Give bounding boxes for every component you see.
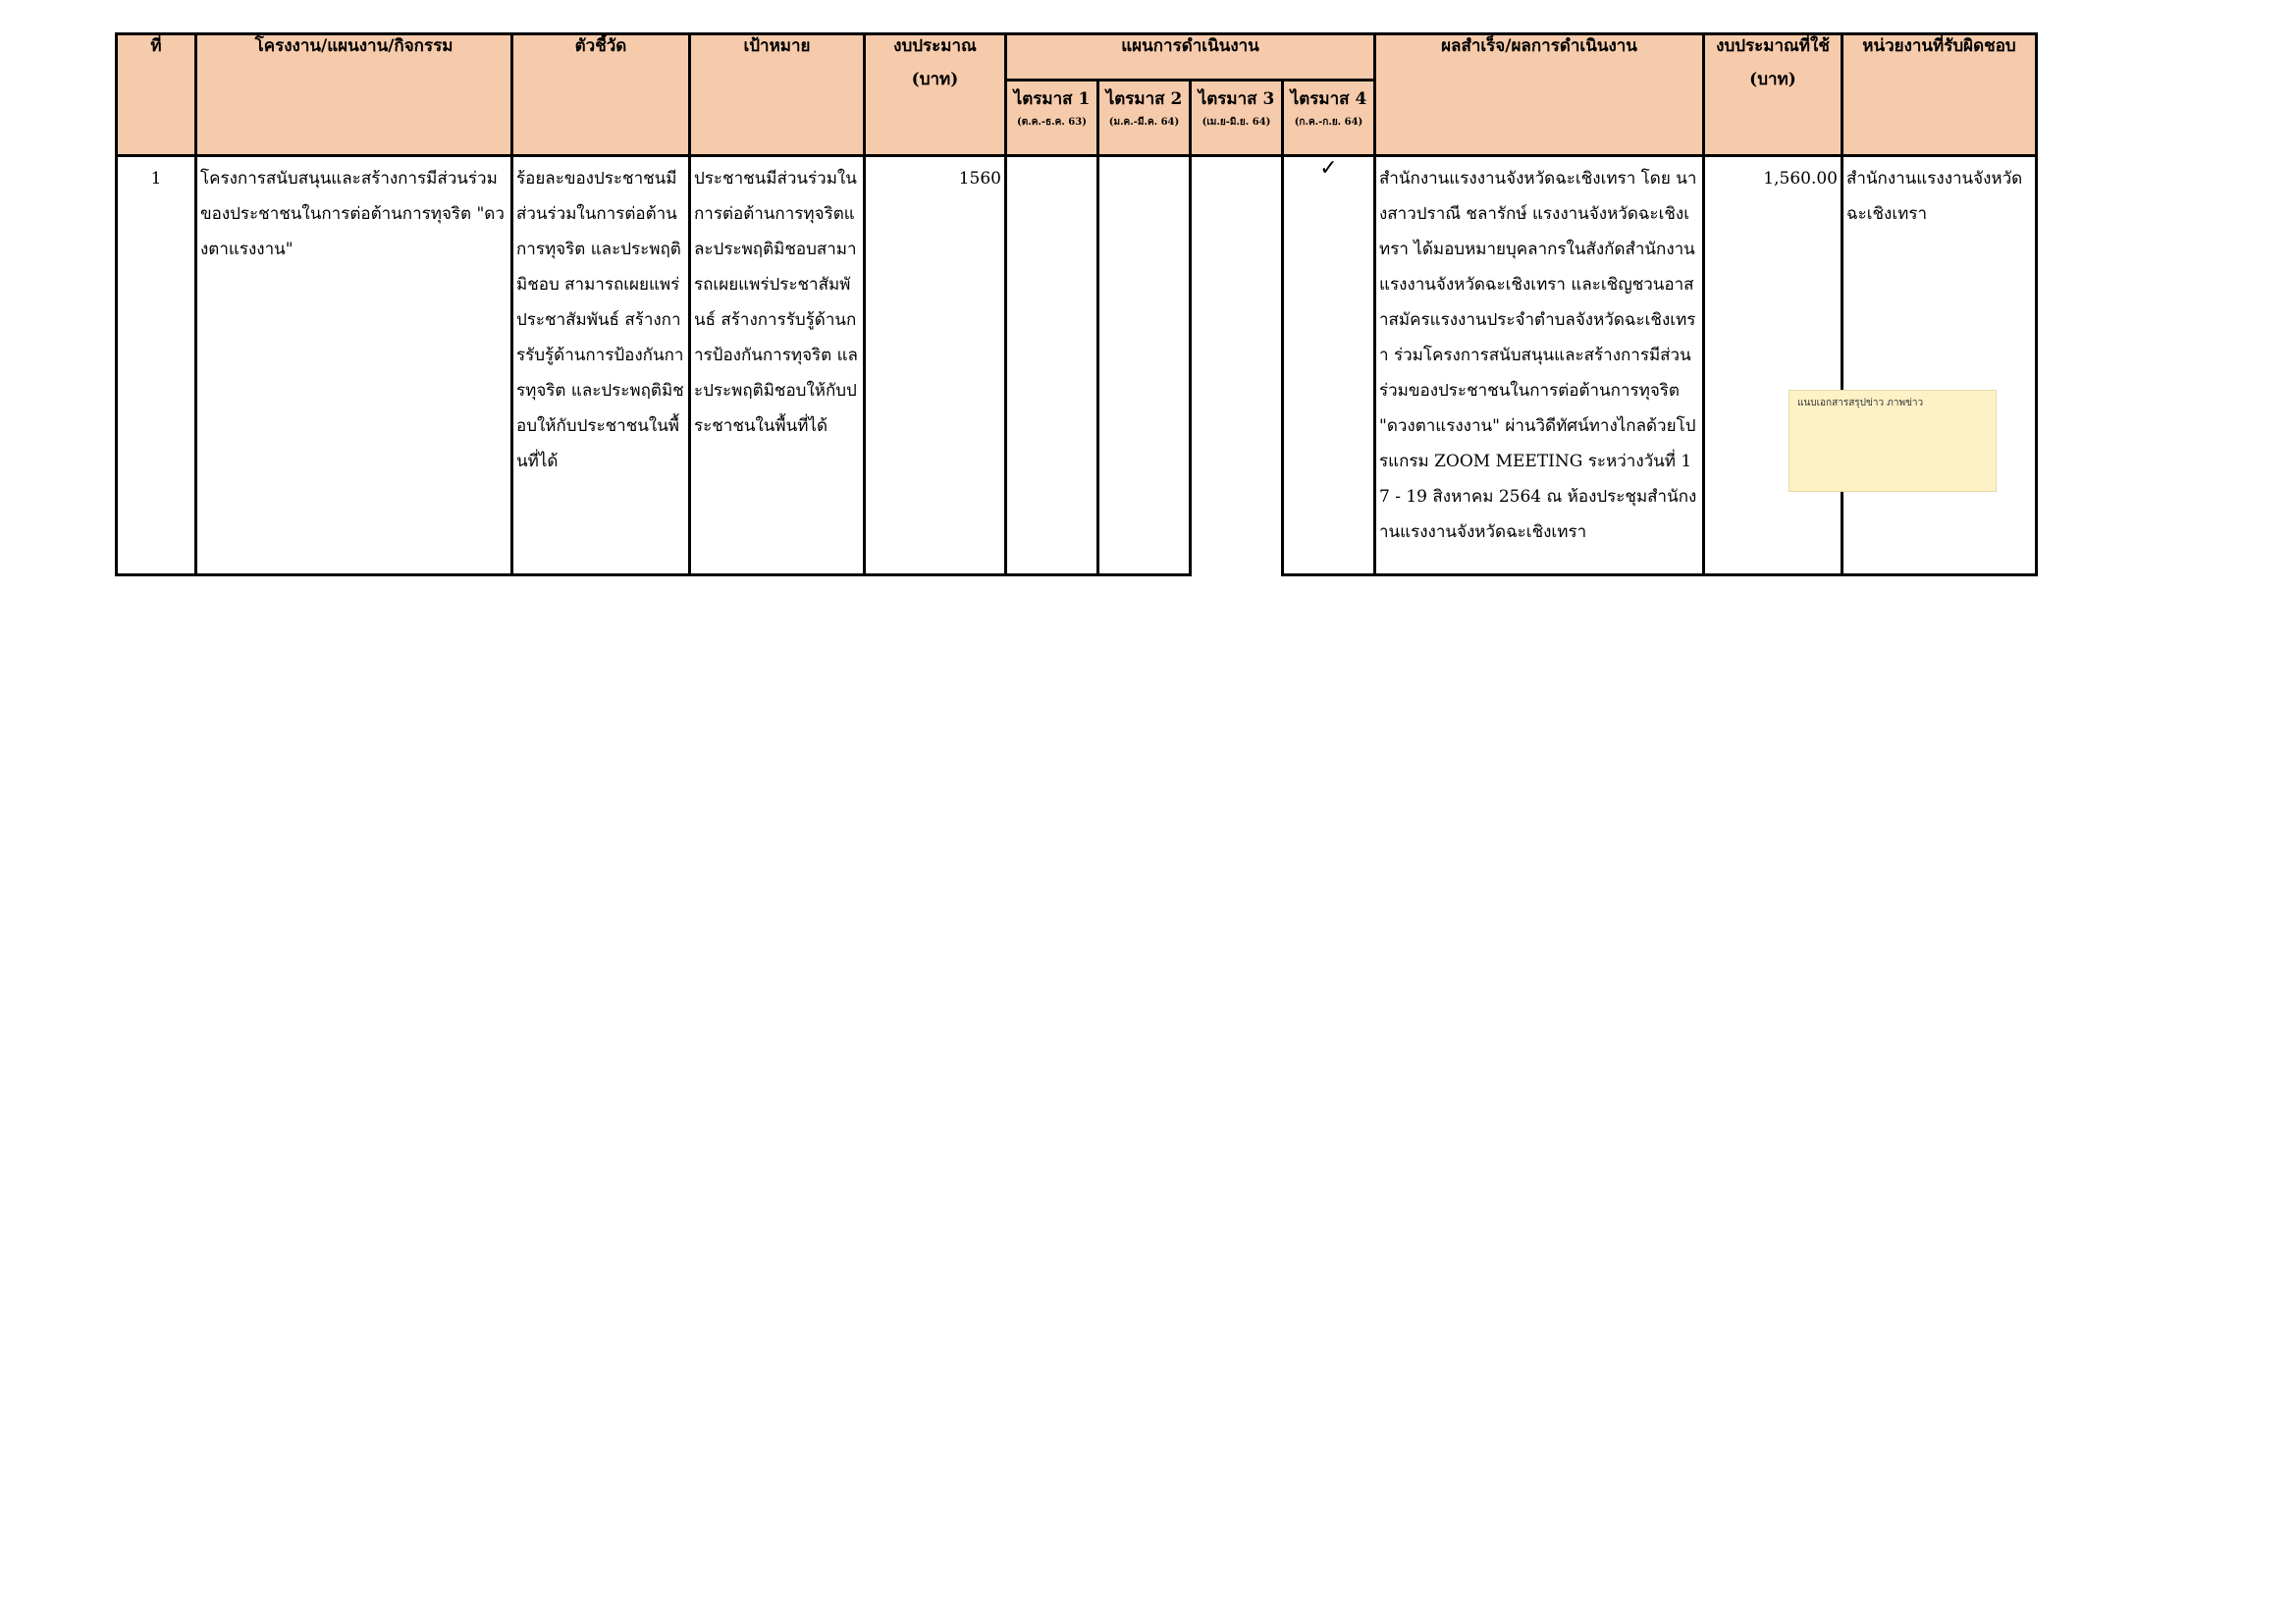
cell-indicator: [512, 156, 690, 575]
header-quarter-4: [1283, 81, 1375, 156]
header-no: ที่: [117, 34, 196, 156]
table-row: [117, 156, 2037, 575]
cell-spent: [1704, 156, 1842, 575]
cell-result: [1375, 156, 1704, 575]
quarter-label: ไตรมาส 3: [1198, 89, 1275, 109]
row-budget: 1560: [958, 169, 1001, 189]
quarter-label: ไตรมาส 4: [1290, 89, 1367, 109]
cell-no: [117, 156, 196, 575]
quarter-range: (ม.ค.-มี.ค. 64): [1108, 117, 1180, 128]
header-spent: [1704, 34, 1842, 156]
header-quarter-3: [1191, 81, 1283, 156]
cell-agency: [1842, 156, 2037, 575]
header-budget-label: งบประมาณ: [893, 36, 977, 56]
row-target: ประชาชนมีส่วนร่วมในการต่อต้านการทุจริตและประพฤติมิชอบสามารถเผยแพร่ประชาสัมพันธ์ สร้างการรับรู้ด้านการป้องกันการทุจริต และประพฤติมิชอบให้กับประชาชนในพื้นที่ได้: [694, 169, 858, 436]
quarter-label: ไตรมาส 1: [1013, 89, 1091, 109]
header-agency: หน่วยงานที่รับผิดชอบ: [1842, 34, 2037, 156]
plan-table: [115, 32, 2038, 576]
row-no: 1: [150, 169, 162, 189]
header-quarter-2: [1098, 81, 1191, 156]
quarter-range: (เม.ย-มิ.ย. 64): [1201, 117, 1271, 128]
cell-q2: [1098, 156, 1191, 575]
cell-q1: [1006, 156, 1098, 575]
header-project: โครงงาน/แผนงาน/กิจกรรม: [196, 34, 512, 156]
header-target: เป้าหมาย: [690, 34, 865, 156]
row-indicator: ร้อยละของประชาชนมีส่วนร่วมในการต่อต้านการทุจริต และประพฤติมิชอบ สามารถเผยแพร่ประชาสัมพันธ์ สร้างการรับรู้ด้านการป้องกันการทุจริต และประพฤติมิชอบให้กับประชาชนในพื้นที่ได้: [516, 169, 684, 471]
quarter-label: ไตรมาส 2: [1105, 89, 1183, 109]
check-icon: ✓: [1319, 156, 1338, 181]
header-spent-label: งบประมาณที่ใช้: [1716, 36, 1830, 56]
header-indicator: ตัวชี้วัด: [512, 34, 690, 156]
header-budget-unit: (บาท): [911, 70, 959, 89]
header-spent-unit: (บาท): [1749, 70, 1796, 89]
cell-q3: [1191, 156, 1283, 575]
header-result: ผลสำเร็จ/ผลการดำเนินงาน: [1375, 34, 1704, 156]
quarter-range: (ก.ค.-ก.ย. 64): [1294, 117, 1363, 128]
cell-project: [196, 156, 512, 575]
header-plan: แผนการดำเนินงาน: [1006, 34, 1375, 81]
header-quarter-1: [1006, 81, 1098, 156]
comment-note[interactable]: แนบเอกสารสรุปข่าว ภาพข่าว: [1789, 390, 1997, 492]
quarter-range: (ต.ค.-ธ.ค. 63): [1017, 117, 1087, 128]
cell-budget: [865, 156, 1006, 575]
row-result: สำนักงานแรงงานจังหวัดฉะเชิงเทรา โดย นางสาวปราณี ชลารักษ์ แรงงานจังหวัดฉะเชิงเทรา ได้มอบหมายบุคลากรในสังกัดสำนักงานแรงงานจังหวัดฉะเชิงเทรา และเชิญชวนอาสาสมัครแรงงานประจำตำบลจังหวัดฉะเชิงเทรา ร่วมโครงการสนับสนุนและสร้างการมีส่วนร่วมของประชาชนในการต่อต้านการทุจริต "ดวงตาแรงงาน" ผ่านวิดีทัศน์ทางไกลด้วยโปรแกรม ZOOM MEETING ระหว่างวันที่ 17 - 19 สิงหาคม 2564 ณ ห้องประชุมสำนักงานแรงงานจังหวัดฉะเชิงเทรา: [1379, 169, 1697, 542]
cell-target: [690, 156, 865, 575]
row-project: โครงการสนับสนุนและสร้างการมีส่วนร่วมของประชาชนในการต่อต้านการทุจริต "ดวงตาแรงงาน": [200, 169, 505, 259]
row-spent: 1,560.00: [1763, 169, 1838, 189]
row-agency: สำนักงานแรงงานจังหวัดฉะเชิงเทรา: [1846, 169, 2023, 224]
cell-q4: [1283, 156, 1375, 575]
header-budget: [865, 34, 1006, 156]
plan-sheet: [115, 32, 2038, 576]
